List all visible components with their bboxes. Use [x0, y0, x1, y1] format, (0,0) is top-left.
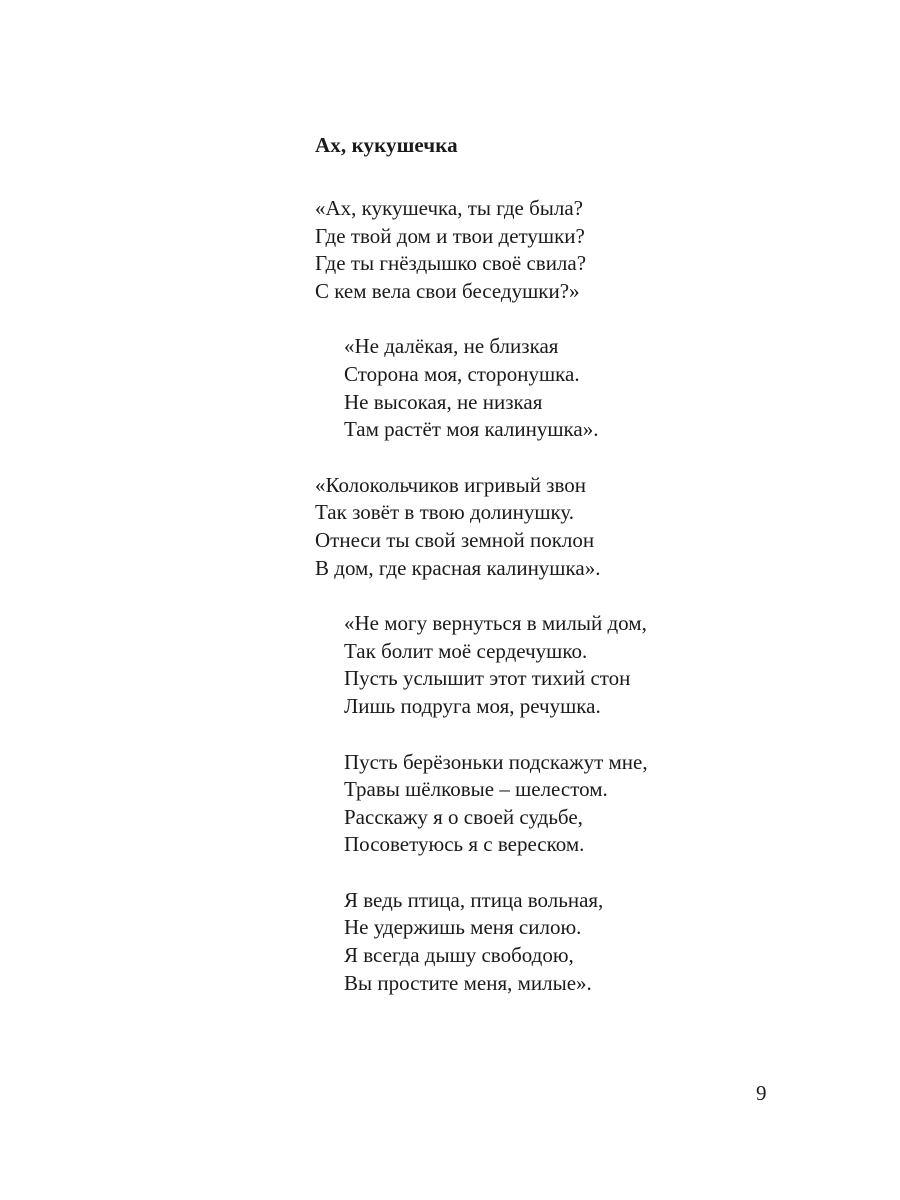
- stanza-3: [315, 472, 815, 582]
- stanza-1: [315, 195, 815, 305]
- poem-line: Я всегда дышу свободою,: [344, 943, 574, 968]
- stanza-2: [315, 333, 815, 443]
- poem-line: Вы простите меня, милые».: [344, 970, 592, 995]
- poem-line: С кем вела свои беседушки?»: [315, 278, 580, 303]
- poem-line: Так зовёт в твою долинушку.: [315, 500, 575, 525]
- poem-line: Не высокая, не низкая: [344, 389, 543, 414]
- poem-line: Так болит моё сердечушко.: [344, 638, 588, 663]
- poem-line: «Не далёкая, не близкая: [344, 334, 559, 359]
- poem-line: «Не могу вернуться в милый дом,: [344, 611, 647, 636]
- poem-line: Там растёт моя калинушка».: [344, 417, 599, 442]
- page-number: 9: [756, 1081, 767, 1105]
- poem-line: Где твой дом и твои детушки?: [315, 223, 585, 248]
- poem-line: В дом, где красная калинушка».: [315, 555, 601, 580]
- poem-line: Посоветуюсь я с вереском.: [344, 832, 585, 857]
- poem-line: Отнеси ты свой земной поклон: [315, 527, 595, 552]
- stanza-4: [315, 610, 815, 720]
- poem-line: Травы шёлковые – шелестом.: [344, 777, 608, 802]
- poem-line: Расскажу я о своей судьбе,: [344, 804, 583, 829]
- poem-title: Ах, кукушечка: [315, 133, 458, 157]
- poem-line: Пусть берёзоньки подскажут мне,: [344, 749, 648, 774]
- poem-line: «Колокольчиков игривый звон: [315, 472, 586, 497]
- poem-line: Я ведь птица, птица вольная,: [344, 887, 604, 912]
- poem-line: Лишь подруга моя, речушка.: [344, 693, 601, 718]
- poem-line: «Ах, кукушечка, ты где была?: [315, 196, 583, 220]
- poem-line: Сторона моя, сторонушка.: [344, 361, 580, 386]
- poem-body: [315, 195, 815, 1025]
- stanza-6: [315, 887, 815, 997]
- stanza-5: [315, 749, 815, 859]
- poem-line: Не удержишь меня силою.: [344, 915, 582, 940]
- poem-line: Пусть услышит этот тихий стон: [344, 666, 631, 691]
- poem-line: Где ты гнёздышко своё свила?: [315, 251, 587, 276]
